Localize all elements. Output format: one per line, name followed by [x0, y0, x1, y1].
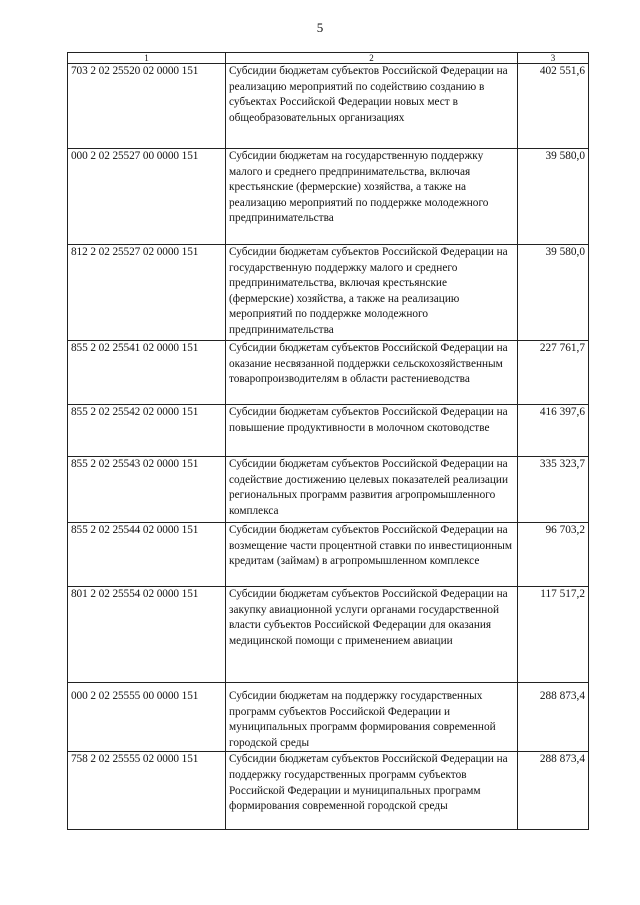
subsidy-description: Субсидии бюджетам субъектов Российской Федерации на оказание несвязанной поддержки сельскохозяйственным товаропроизводителям в области растениеводства — [226, 341, 518, 405]
column-number-3: 3 — [518, 53, 589, 64]
column-number-1: 1 — [68, 53, 226, 64]
budget-table — [67, 52, 589, 830]
budget-code: 855 2 02 25543 02 0000 151 — [68, 457, 226, 523]
subsidy-amount: 39 580,0 — [518, 149, 589, 245]
subsidy-description: Субсидии бюджетам на государственную поддержку малого и среднего предпринимательства, включая крестьянские (фермерские) хозяйства, а также на реализацию мероприятий по поддержке молодежного предпринимательства — [226, 149, 518, 245]
column-numbers-row — [68, 53, 589, 64]
subsidy-amount: 402 551,6 — [518, 64, 589, 149]
table-row — [68, 683, 589, 752]
subsidy-amount: 39 580,0 — [518, 245, 589, 341]
subsidy-description: Субсидии бюджетам субъектов Российской Федерации на поддержку государственных программ субъектов Российской Федерации и муниципальных программ формирования современной городской среды — [226, 752, 518, 830]
budget-code: 801 2 02 25554 02 0000 151 — [68, 587, 226, 683]
subsidy-amount: 416 397,6 — [518, 405, 589, 457]
table-row — [68, 405, 589, 457]
table-row — [68, 752, 589, 830]
budget-code: 758 2 02 25555 02 0000 151 — [68, 752, 226, 830]
page-number: 5 — [316, 20, 324, 35]
subsidy-description: Субсидии бюджетам на поддержку государственных программ субъектов Российской Федерации и муниципальных программ формирования современной городской среды — [226, 683, 518, 752]
column-number-2: 2 — [226, 53, 518, 64]
subsidy-amount: 335 323,7 — [518, 457, 589, 523]
table-row — [68, 245, 589, 341]
subsidy-amount: 288 873,4 — [518, 752, 589, 830]
budget-code: 812 2 02 25527 02 0000 151 — [68, 245, 226, 341]
subsidy-description: Субсидии бюджетам субъектов Российской Федерации на закупку авиационной услуги органами государственной власти субъектов Российской Федерации для оказания медицинской помощи с применением авиации — [226, 587, 518, 683]
table-row — [68, 149, 589, 245]
budget-code: 855 2 02 25542 02 0000 151 — [68, 405, 226, 457]
table-row — [68, 341, 589, 405]
subsidy-description: Субсидии бюджетам субъектов Российской Федерации на содействие достижению целевых показателей реализации региональных программ развития агропромышленного комплекса — [226, 457, 518, 523]
subsidy-description: Субсидии бюджетам субъектов Российской Федерации на возмещение части процентной ставки по инвестиционным кредитам (займам) в агропромышленном комплексе — [226, 523, 518, 587]
subsidy-amount: 117 517,2 — [518, 587, 589, 683]
table-row — [68, 587, 589, 683]
subsidy-amount: 227 761,7 — [518, 341, 589, 405]
budget-code: 703 2 02 25520 02 0000 151 — [68, 64, 226, 149]
budget-code: 855 2 02 25541 02 0000 151 — [68, 341, 226, 405]
subsidy-amount: 288 873,4 — [518, 683, 589, 752]
budget-code: 000 2 02 25555 00 0000 151 — [68, 683, 226, 752]
subsidy-amount: 96 703,2 — [518, 523, 589, 587]
subsidy-description: Субсидии бюджетам субъектов Российской Федерации на государственную поддержку малого и среднего предпринимательства, включая крестьянские (фермерские) хозяйства, а также на реализацию мероприятий по поддержке молодежного предпринимательства — [226, 245, 518, 341]
table-row — [68, 64, 589, 149]
budget-code: 855 2 02 25544 02 0000 151 — [68, 523, 226, 587]
subsidy-description: Субсидии бюджетам субъектов Российской Федерации на реализацию мероприятий по содействию созданию в субъектах Российской Федерации новых мест в общеобразовательных организациях — [226, 64, 518, 149]
subsidy-description: Субсидии бюджетам субъектов Российской Федерации на повышение продуктивности в молочном скотоводстве — [226, 405, 518, 457]
table-row — [68, 457, 589, 523]
budget-code: 000 2 02 25527 00 0000 151 — [68, 149, 226, 245]
table-row — [68, 523, 589, 587]
